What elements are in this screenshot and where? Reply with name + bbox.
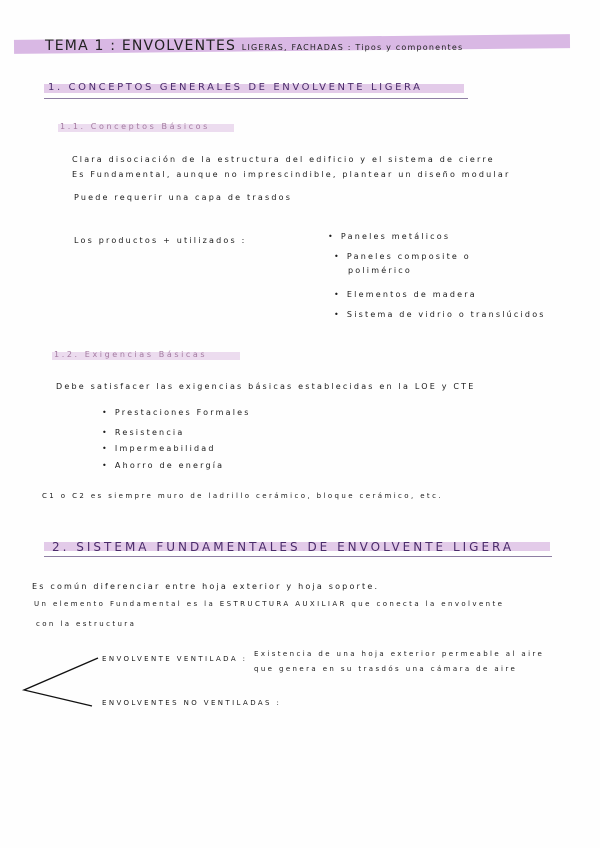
product-item: • Elementos de madera (334, 290, 477, 299)
subsection-1-2-title: 1.2. Exigencias Básicas (54, 350, 208, 359)
products-label: Los productos + utilizados : (74, 236, 247, 245)
product-item-continued: polimérico (348, 266, 412, 275)
section-2-line-2: Un elemento Fundamental es la ESTRUCTURA AUXILIAR que conecta la envolvente (34, 600, 505, 608)
section-1-underline (44, 98, 468, 99)
requirement-item: • Ahorro de energía (102, 461, 224, 470)
ventilated-desc-2: que genera en su trasdós una cámara de aire (254, 665, 518, 673)
product-item: • Sistema de vidrio o translúcidos (334, 310, 546, 319)
concept-line-3: Puede requerir una capa de trasdos (74, 193, 293, 202)
ventilated-desc-1: Existencia de una hoja exterior permeable al aire (254, 650, 545, 658)
requirement-item: • Resistencia (102, 428, 184, 437)
product-item: • Paneles metálicos (328, 232, 450, 241)
requirement-item: • Impermeabilidad (102, 444, 216, 453)
requirement-item: • Prestaciones Formales (102, 408, 251, 417)
page-title-main: TEMA 1 : ENVOLVENTES (45, 38, 237, 54)
product-item: • Paneles composite o (334, 252, 471, 261)
concept-line-1: Clara disociación de la estructura del edificio y el sistema de cierre (72, 155, 495, 164)
section-1-title: 1. CONCEPTOS GENERALES DE ENVOLVENTE LIGERA (48, 82, 423, 93)
concept-line-2: Es Fundamental, aunque no imprescindible, plantear un diseño modular (72, 170, 511, 179)
section-2-line-1: Es común diferenciar entre hoja exterior y hoja soporte. (32, 582, 380, 591)
non-ventilated-label: ENVOLVENTES NO VENTILADAS : (102, 699, 282, 707)
material-note: C1 o C2 es siempre muro de ladrillo cerámico, bloque cerámico, etc. (42, 492, 443, 500)
section-2-underline (44, 556, 552, 557)
ventilated-label: ENVOLVENTE VENTILADA : (102, 655, 248, 663)
page-title-sub: LIGERAS, FACHADAS : Tipos y componentes (241, 43, 464, 52)
branch-brace (20, 656, 100, 712)
section-2-title: 2. SISTEMA FUNDAMENTALES DE ENVOLVENTE LIGERA (52, 540, 515, 554)
page-title (45, 38, 463, 54)
subsection-1-1-title: 1.1. Conceptos Básicos (60, 122, 210, 131)
section-2-line-3: con la estructura (36, 620, 137, 628)
requirements-intro: Debe satisfacer las exigencias básicas establecidas en la LOE y CTE (56, 382, 476, 391)
